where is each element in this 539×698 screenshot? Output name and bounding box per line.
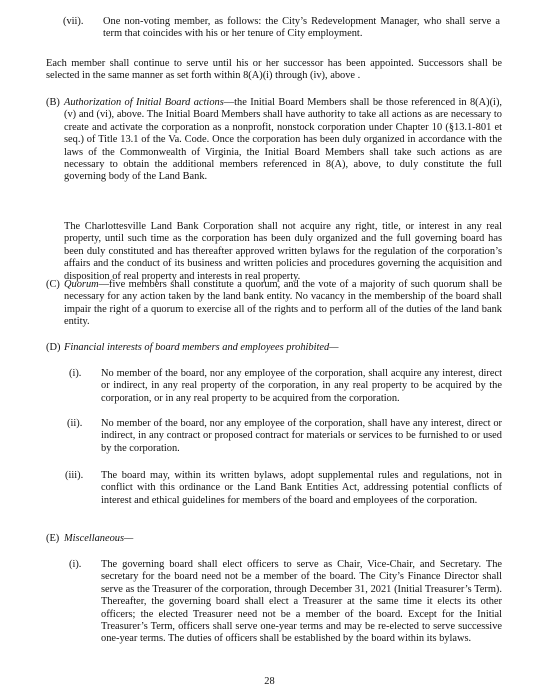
- section-d-label: (D): [46, 342, 61, 353]
- section-c-paragraph: [64, 279, 502, 329]
- section-d-item-ii-text: No member of the board, nor any employee of the corporation, shall have any interest, direct or indirect, in any contract or proposed contract for materials or services to be furnished to or used by the corporation.: [101, 418, 502, 454]
- section-c-text: —five members shall constitute a quorum, and the vote of a majority of such quorum shall be necessary for any action taken by the land bank entity. No vacancy in the membership of the board shall impair the right of a quorum to exercise all of the rights and to perform all of the duties of the land bank entity.: [64, 279, 502, 328]
- section-d-title: Financial interests of board members and employees prohibited—: [64, 342, 339, 353]
- section-b-text: —the Initial Board Members shall be those referenced in 8(A)(i), (v) and (vi), above. The Initial Board Members shall have authority to take all actions as are necessary to create and activate the corporation as a nonprofit, nonstock corporation under Chapter 10 (§13.1-801 et seq.) of Title 13.1 of the Va. Code. Once the corporation has been duly organized in accordance with the laws of the Commonwealth of Virginia, the Initial Board Members shall take such actions as are necessary to obtain the additional members referenced in 8(A), above, to duly constitute the full governing body of the Land Bank.: [64, 97, 503, 183]
- section-e-item-i-label: (i).: [69, 559, 82, 570]
- page-number: 28: [264, 676, 275, 687]
- section-c-label: (C): [46, 279, 60, 290]
- section-b-title: Authorization of Initial Board actions: [64, 97, 224, 108]
- section-d-item-ii-label: (ii).: [67, 418, 83, 429]
- section-e-label: (E): [46, 533, 60, 544]
- section-e-item-i-text: The governing board shall elect officers to serve as Chair, Vice-Chair, and Secretary. The secretary for the board need not be a member of the board. The City’s Finance Director shall serve as the Treasurer of the corporation, through December 31, 2021 (Initial Treasurer’s Term). Thereafter, the governing board shall elect a Treasurer at the same time it elects its other officers; the elected Treasurer need not be a member of the board. Except for the Initial Treasurer’s Term, officers shall serve one-year terms and may be re-elected to serve successive one-year terms. The duties of officers shall be established by the board within its bylaws.: [101, 559, 502, 645]
- section-d-item-iii-text: The board may, within its written bylaws, adopt supplemental rules and regulations, not in conflict with this ordinance or the Land Bank Entities Act, addressing potential conflicts of interest and ethical guidelines for members of the board and employees of the corporation.: [101, 470, 502, 506]
- section-d-item-iii-label: (iii).: [65, 470, 84, 481]
- item-vii-text: One non-voting member, as follows: the City’s Redevelopment Manager, who shall serve a term that coincides with his or her tenure of City employment.: [103, 16, 500, 40]
- item-vii-label: (vii).: [63, 16, 84, 27]
- section-b-paragraph-2: The Charlottesville Land Bank Corporation shall not acquire any right, title, or interest in any real property, until such time as the corporation has been duly organized and the full governing board has been duly constituted and has thereafter approved written bylaws for the regulation of the corporation’s affairs and the conduct of its business and written policies and procedures governing the acquisition and disposition of real property and interests in real property.: [64, 221, 502, 282]
- section-b-label: (B): [46, 97, 60, 108]
- section-e-title: Miscellaneous—: [64, 533, 134, 544]
- section-d-item-i-label: (i).: [69, 368, 82, 379]
- section-d-item-i-text: No member of the board, nor any employee of the corporation, shall acquire any interest, direct or indirect, in any real property of the corporation, in any real property to be acquired by the corporation, or in any real property to be acquired from the corporation.: [101, 368, 502, 404]
- section-b-paragraph: [64, 97, 502, 184]
- continue-paragraph: Each member shall continue to serve until his or her successor has been appointed. Successors shall be selected in the same manner as set forth within 8(A)(i) through (iv), above .: [46, 58, 502, 82]
- section-c-title: Quorum: [64, 279, 99, 290]
